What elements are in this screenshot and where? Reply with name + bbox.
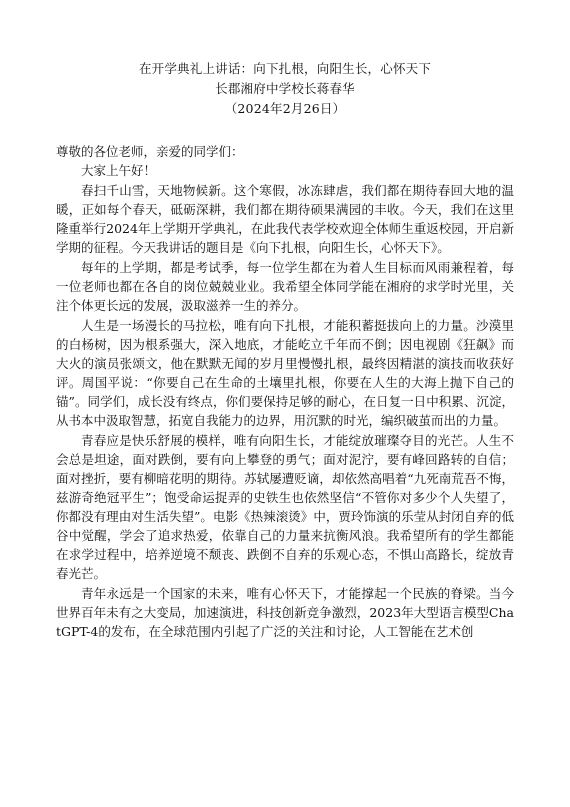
paragraph-2: 每年的上学期，都是考试季，每一位学生都在为着人生目标而风雨兼程着，每一位老师也都在各自的岗位兢兢业业。我希望全体同学能在湘府的求学时光里，关注个体更长远的发展，汲取滋养一生的养分。 — [56, 260, 514, 313]
paragraph-4: 青春应是快乐舒展的模样，唯有向阳生长，才能绽放璀璨夺目的光芒。人生不会总是坦途，面对跌倒，要有向上攀登的勇气；面对泥泞，要有峰回路转的自信；面对挫折，要有柳暗花明的期待。苏轼屡遭贬谪，却依然高唱着“九死南荒吾不悔，兹游奇绝冠平生”；饱受命运捉弄的史铁生也依然坚信“不管你对多少个人失望了，你都没有理由对生活失望”。电影《热辣滚烫》中，贾玲饰演的乐莹从封闭自弃的低谷中觉醒，学会了追求热爱，依靠自己的力量来抗衡风浪。我希望所有的学生都能在求学过程中，培养逆境不颓丧、跌倒不自弃的乐观心态，不惧山高路长，绽放青春光芒。 — [56, 433, 514, 581]
salutation: 尊敬的各位老师，亲爱的同学们： — [56, 144, 244, 159]
speaker-line: 长郡湘府中学校长蒋春华 — [215, 81, 355, 96]
document-page — [56, 59, 514, 642]
spacer — [56, 119, 514, 142]
speech-title: 在开学典礼上讲话：向下扎根，向阳生长，心怀天下 — [138, 61, 432, 76]
paragraph-1: 春扫千山雪，天地物候新。这个寒假，冰冻肆虐，我们都在期待春回大地的温暖，正如每个春天，砥砺深耕，我们都在期待硕果满园的丰收。今天，我们在这里隆重举行2024年上学期开学典礼，在此我代表学校欢迎全体师生重返校园，开启新学期的征程。今天我讲话的题目是《向下扎根，向阳生长，心怀天下》。 — [56, 183, 514, 255]
greeting: 大家上午好！ — [81, 163, 157, 178]
paragraph-3: 人生是一场漫长的马拉松，唯有向下扎根，才能积蓄挺拔向上的力量。沙漠里的白杨树，因为根系强大，深入地底，才能屹立千年而不倒；因电视剧《狂飙》而大火的演员张颂文，他在默默无闻的岁月里慢慢扎根，最终因精湛的演技而收获好评。周国平说：“你要自己在生命的土壤里扎根，你要在人生的大海上抛下自己的锚”。同学们，成长没有终点，你们要保持足够的耐心，在日复一日中积累、沉淀，从书本中汲取智慧，拓宽自我能力的边界，用沉默的时光，编织破茧而出的力量。 — [56, 318, 514, 428]
paragraph-5: 青年永远是一个国家的未来，唯有心怀天下，才能撑起一个民族的脊梁。当今世界百年未有之大变局，加速演进，科技创新竞争激烈，2023年大型语言模型ChatGPT-4的发布，在全球范围内引起了广泛的关注和讨论，人工智能在艺术创 — [56, 586, 514, 639]
title-block — [56, 59, 514, 119]
speech-date: （2024年2月26日） — [224, 101, 346, 116]
